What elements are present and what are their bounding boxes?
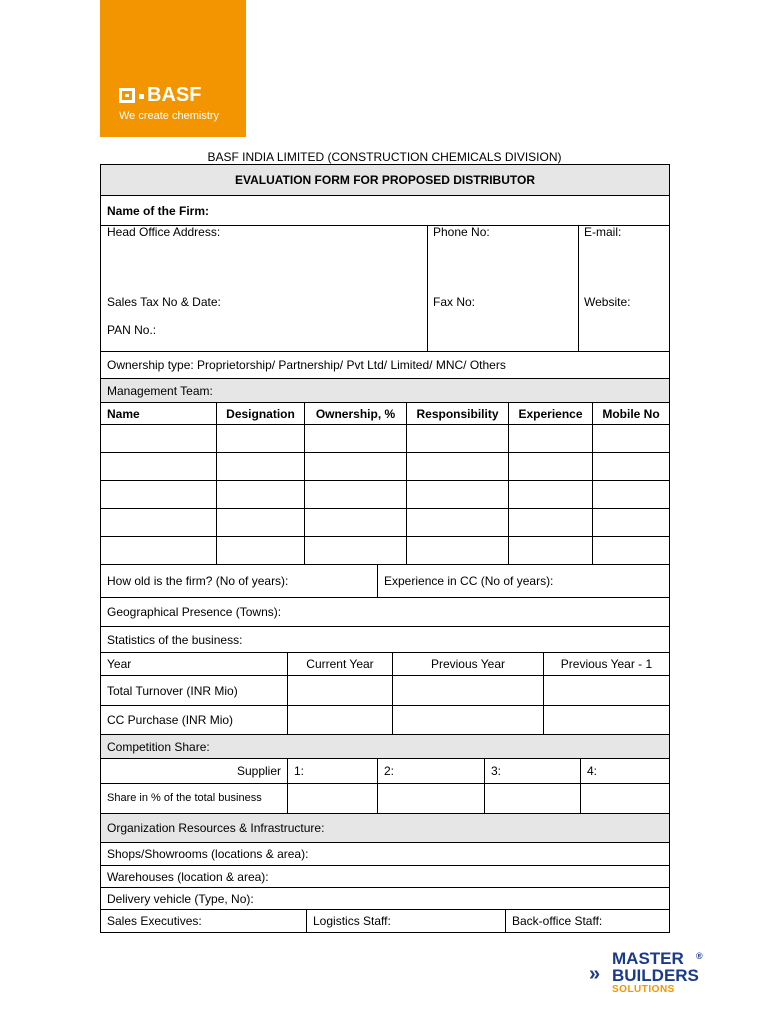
- basf-square-icon: [119, 88, 135, 103]
- delivery-field[interactable]: Delivery vehicle (Type, No):: [100, 887, 670, 910]
- col-designation: Designation: [216, 402, 305, 425]
- back-office-staff-field[interactable]: Back-office Staff:: [505, 909, 670, 933]
- table-cell[interactable]: [304, 508, 407, 537]
- sales-tax-label: Sales Tax No & Date:: [107, 295, 221, 309]
- table-cell[interactable]: [543, 675, 670, 706]
- sales-executives-field[interactable]: Sales Executives:: [100, 909, 307, 933]
- share-label: Share in % of the total business: [100, 783, 288, 814]
- table-cell[interactable]: [100, 424, 217, 453]
- logistics-staff-field[interactable]: Logistics Staff:: [306, 909, 506, 933]
- table-cell[interactable]: [304, 480, 407, 509]
- email-label: E-mail:: [584, 225, 622, 239]
- table-cell[interactable]: [392, 675, 544, 706]
- col-experience: Experience: [508, 402, 593, 425]
- table-cell[interactable]: [377, 783, 485, 814]
- chevrons-icon: »: [589, 963, 601, 985]
- email-website-block[interactable]: [578, 225, 670, 352]
- col-name: Name: [100, 402, 217, 425]
- phone-fax-block[interactable]: [427, 225, 579, 352]
- table-cell[interactable]: [592, 480, 670, 509]
- statistics-label: Statistics of the business:: [100, 626, 670, 653]
- table-cell[interactable]: [100, 480, 217, 509]
- table-cell[interactable]: [406, 536, 509, 565]
- turnover-label: Total Turnover (INR Mio): [100, 675, 288, 706]
- resources-label: Organization Resources & Infrastructure:: [100, 813, 670, 843]
- company-heading: BASF INDIA LIMITED (CONSTRUCTION CHEMICALS DIVISION): [207, 150, 562, 164]
- table-cell[interactable]: [543, 705, 670, 735]
- supplier-4[interactable]: 4:: [580, 758, 670, 784]
- competition-share-label: Competition Share:: [100, 734, 670, 759]
- table-cell[interactable]: [592, 452, 670, 481]
- logo-line-solutions: SOLUTIONS: [612, 984, 675, 995]
- table-cell[interactable]: [406, 424, 509, 453]
- table-cell[interactable]: [216, 480, 305, 509]
- table-cell[interactable]: [508, 508, 593, 537]
- logo-line-builders: BUILDERS: [612, 966, 699, 985]
- table-cell[interactable]: [406, 452, 509, 481]
- management-team-label: Management Team:: [100, 378, 670, 403]
- table-cell[interactable]: [100, 536, 217, 565]
- logo-line-master: MASTER: [612, 949, 684, 968]
- table-cell[interactable]: [508, 480, 593, 509]
- table-cell[interactable]: [304, 452, 407, 481]
- website-label: Website:: [584, 295, 631, 309]
- cc-purchase-label: CC Purchase (INR Mio): [100, 705, 288, 735]
- col-ownership: Ownership, %: [304, 402, 407, 425]
- table-cell[interactable]: [392, 705, 544, 735]
- table-cell[interactable]: [100, 508, 217, 537]
- cc-experience-field[interactable]: Experience in CC (No of years):: [377, 564, 670, 598]
- table-cell[interactable]: [580, 783, 670, 814]
- stats-col-year: Year: [100, 652, 288, 676]
- table-cell[interactable]: [287, 783, 378, 814]
- supplier-label: Supplier: [100, 758, 288, 784]
- stats-col-current: Current Year: [287, 652, 393, 676]
- shops-field[interactable]: Shops/Showrooms (locations & area):: [100, 842, 670, 866]
- table-cell[interactable]: [216, 508, 305, 537]
- table-cell[interactable]: [592, 536, 670, 565]
- table-cell[interactable]: [508, 424, 593, 453]
- table-cell[interactable]: [508, 452, 593, 481]
- table-cell[interactable]: [406, 480, 509, 509]
- basf-dot-icon: [139, 94, 144, 99]
- supplier-3[interactable]: 3:: [484, 758, 581, 784]
- table-cell[interactable]: [484, 783, 581, 814]
- table-cell[interactable]: [592, 424, 670, 453]
- stats-col-previous-1: Previous Year - 1: [543, 652, 670, 676]
- fax-label: Fax No:: [433, 295, 476, 309]
- supplier-2[interactable]: 2:: [377, 758, 485, 784]
- table-cell[interactable]: [304, 536, 407, 565]
- head-office-label: Head Office Address:: [107, 225, 221, 239]
- warehouses-field[interactable]: Warehouses (location & area):: [100, 865, 670, 888]
- ownership-type-field[interactable]: Ownership type: Proprietorship/ Partnership/ Pvt Ltd/ Limited/ MNC/ Others: [100, 351, 670, 379]
- table-cell[interactable]: [508, 536, 593, 565]
- supplier-1[interactable]: 1:: [287, 758, 378, 784]
- master-builders-logo: [584, 950, 724, 1000]
- firm-name-field[interactable]: Name of the Firm:: [100, 195, 670, 226]
- pan-label: PAN No.:: [107, 323, 157, 337]
- basf-tagline: We create chemistry: [119, 110, 220, 122]
- table-cell[interactable]: [100, 452, 217, 481]
- table-cell[interactable]: [216, 424, 305, 453]
- table-cell[interactable]: [287, 675, 393, 706]
- col-mobile: Mobile No: [592, 402, 670, 425]
- registered-icon: ®: [696, 951, 703, 961]
- firm-age-field[interactable]: How old is the firm? (No of years):: [100, 564, 378, 598]
- stats-col-previous: Previous Year: [392, 652, 544, 676]
- table-cell[interactable]: [304, 424, 407, 453]
- table-cell[interactable]: [216, 536, 305, 565]
- col-responsibility: Responsibility: [406, 402, 509, 425]
- geographical-presence-field[interactable]: Geographical Presence (Towns):: [100, 597, 670, 627]
- table-cell[interactable]: [287, 705, 393, 735]
- phone-label: Phone No:: [433, 225, 490, 239]
- table-cell[interactable]: [216, 452, 305, 481]
- table-cell[interactable]: [406, 508, 509, 537]
- basf-logo: [100, 0, 246, 137]
- table-cell[interactable]: [592, 508, 670, 537]
- basf-wordmark: BASF: [147, 84, 202, 106]
- form-title: EVALUATION FORM FOR PROPOSED DISTRIBUTOR: [100, 164, 670, 196]
